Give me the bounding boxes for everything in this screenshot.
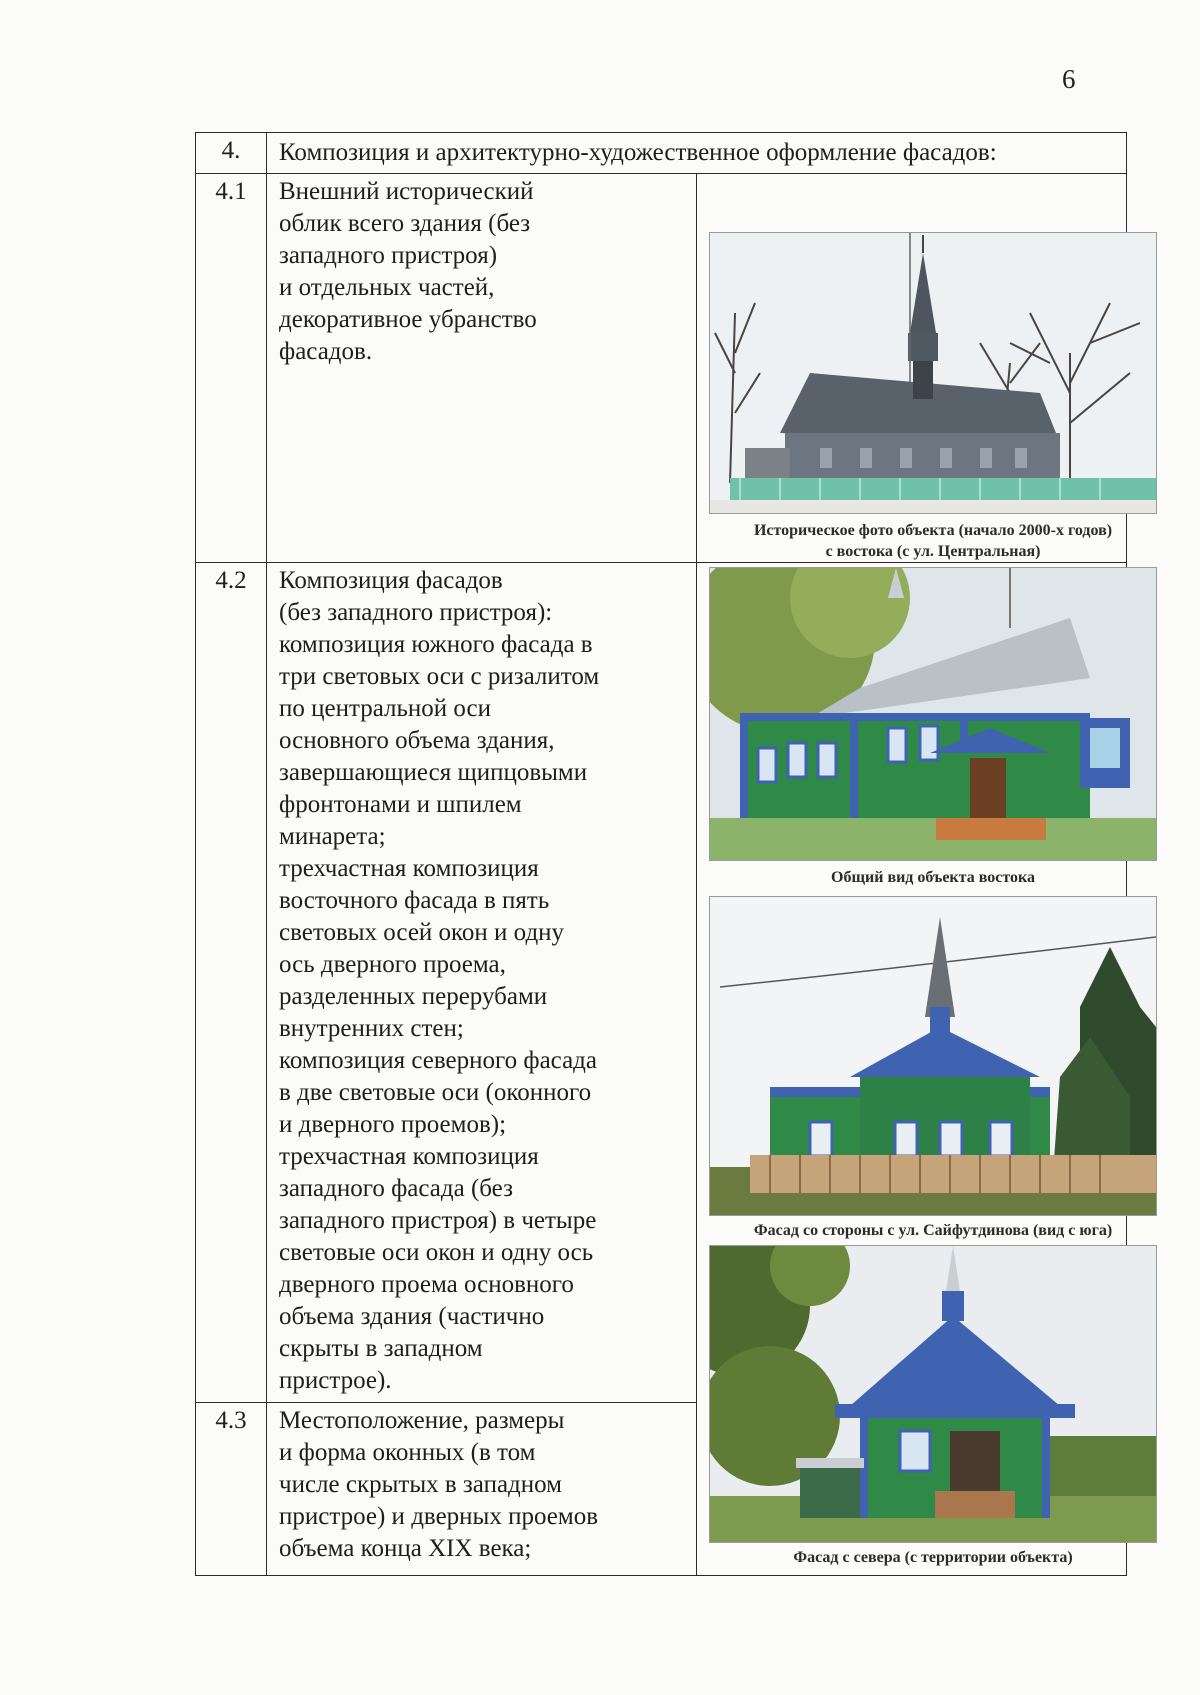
row-number: 4.3 [196,1403,267,1576]
text-line: и отдельных частей, [279,274,495,301]
east-view-photo [709,567,1157,861]
text-line: западного фасада (без [279,1175,513,1202]
text-line: Внешний исторический [279,178,534,205]
facade-composition-table [195,132,1127,1576]
text-line: дверного проема основного [279,1271,574,1298]
caption-line: Историческое фото объекта (начало 2000-х годов) [753,522,1113,539]
text-line: Композиция фасадов [279,567,503,594]
caption-line: с востока (с ул. Центральная) [825,543,1041,560]
row-description [267,563,697,1403]
photo-cell [697,174,1127,563]
text-line: и форма оконных (в том [279,1439,536,1466]
row-number: 4.2 [196,563,267,1403]
caption-line: Фасад с севера (с территории объекта) [793,1549,1073,1566]
photo-caption [709,867,1157,888]
table-row [196,563,1127,1403]
text-line: световые оси окон и одну ось [279,1239,594,1266]
section-header-row [196,133,1127,174]
text-line: три световых оси с ризалитом [279,663,600,690]
text-line: разделенных перерубами [279,983,548,1010]
text-line: (без западного пристроя): [279,599,553,626]
photo-caption [709,1547,1157,1568]
row-number: 4.1 [196,174,267,563]
caption-line: Фасад со стороны с ул. Сайфутдинова (вид с юга) [753,1222,1113,1239]
text-line: восточного фасада в пять [279,887,550,914]
photo-block [709,567,1157,1568]
page-number: 6 [1062,64,1076,94]
north-facade-photo [709,1245,1157,1543]
caption-line: Общий вид объекта востока [831,869,1035,886]
photo-caption [709,520,1157,562]
photo-caption [709,1220,1157,1241]
mosque-green-illustration [710,568,1156,860]
mosque-south-illustration [710,897,1156,1215]
section-title: Композиция и архитектурно-художественное оформление фасадов: [267,133,1127,174]
text-line: объема здания (частично [279,1303,545,1330]
text-line: пристрое) и дверных проемов [279,1503,598,1530]
text-line: скрыты в западном [279,1335,483,1362]
text-line: композиция южного фасада в [279,631,593,658]
table-row [196,174,1127,563]
row-description [267,174,697,563]
text-line: фасадов. [279,338,373,365]
text-line: минарета; [279,823,386,850]
text-line: трехчастная композиция [279,1143,539,1170]
text-line: пристрое). [279,1367,392,1394]
photo-block [709,232,1157,562]
text-line: западного пристроя) [279,242,498,269]
text-line: трехчастная композиция [279,855,539,882]
south-facade-photo [709,896,1157,1216]
text-line: в две световые оси (оконного [279,1079,592,1106]
mosque-north-illustration [710,1246,1156,1542]
text-line: декоративное убранство [279,306,537,333]
historical-photo [709,232,1157,514]
text-line: числе скрытых в западном [279,1471,562,1498]
text-line: объема конца XIX века; [279,1535,532,1562]
text-line: фронтонами и шпилем [279,791,522,818]
text-line: облик всего здания (без [279,210,531,237]
mosque-winter-illustration [710,233,1156,513]
text-line: ось дверного проема, [279,951,506,978]
photo-cell [697,563,1127,1576]
text-line: западного пристроя) в четыре [279,1207,597,1234]
text-line: Местоположение, размеры [279,1407,565,1434]
text-line: внутренних стен; [279,1015,464,1042]
text-line: композиция северного фасада [279,1047,597,1074]
text-line: завершающиеся щипцовыми [279,759,588,786]
text-line: по центральной оси [279,695,492,722]
text-line: основного объема здания, [279,727,555,754]
text-line: и дверного проемов); [279,1111,507,1138]
row-description [267,1403,697,1576]
text-line: световых осей окон и одну [279,919,565,946]
section-number: 4. [196,133,267,174]
